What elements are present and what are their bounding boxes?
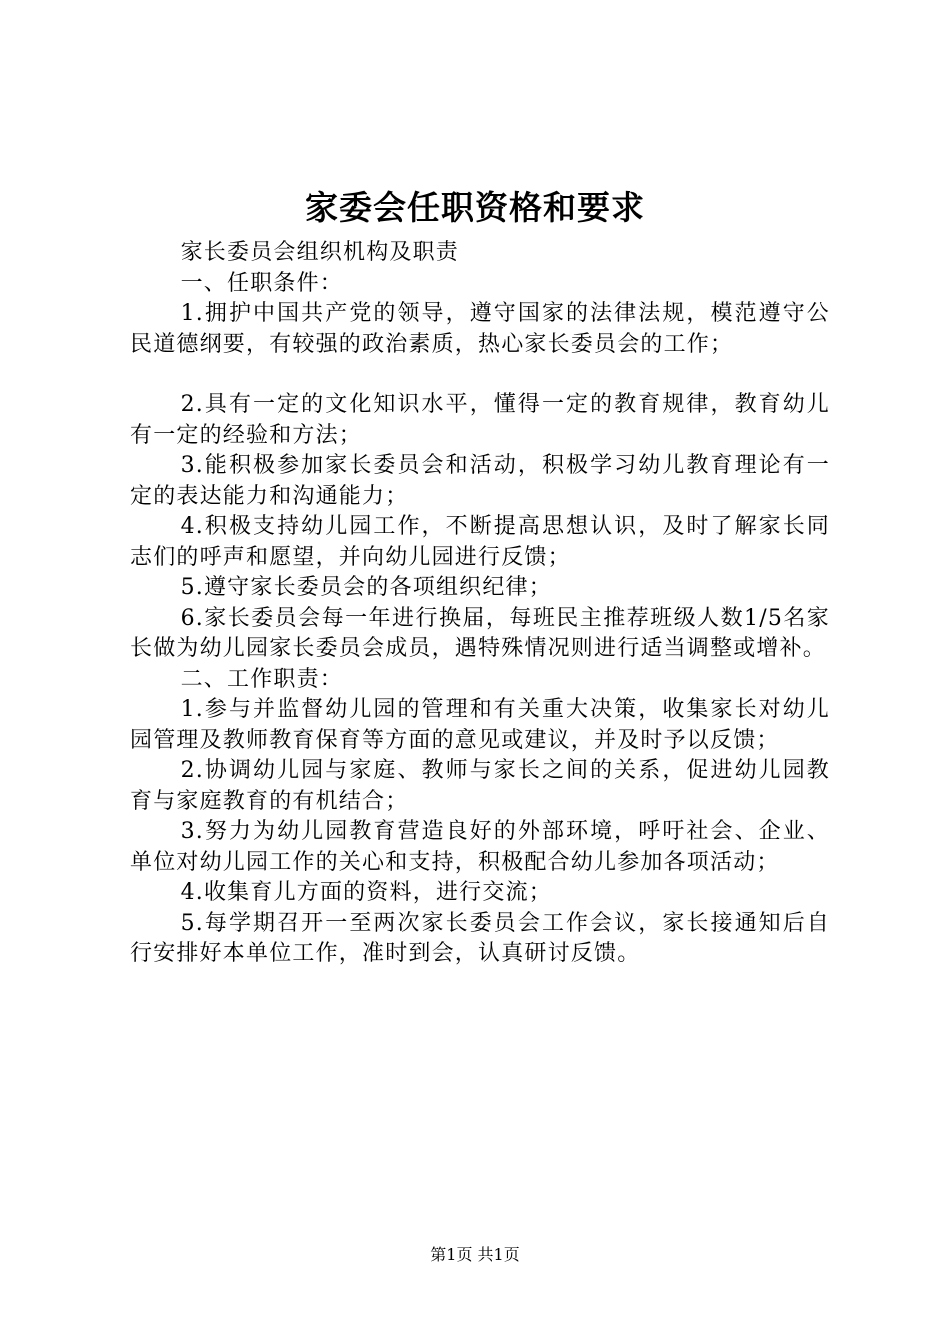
paragraph-duty-5: 5.每学期召开一至两次家长委员会工作会议，家长接通知后自行安排好本单位工作，准时到会，认真研讨反馈。 — [130, 910, 830, 966]
paragraph-duty-4: 4.收集育儿方面的资料，进行交流； — [180, 880, 552, 905]
page-number-footer: 第1页 共1页 — [430, 1245, 520, 1264]
paragraph-duty-2: 2.协调幼儿园与家庭、教师与家长之间的关系，促进幼儿园教育与家庭教育的有机结合； — [130, 758, 830, 814]
paragraph-qualification-1: 1.拥护中国共产党的领导，遵守国家的法律法规，模范遵守公民道德纲要，有较强的政治素质，热心家长委员会的工作； — [130, 301, 830, 357]
paragraph-qualification-6: 6.家长委员会每一年进行换届，每班民主推荐班级人数1/5名家长做为幼儿园家长委员会成员，遇特殊情况则进行适当调整或增补。 — [130, 605, 830, 661]
paragraph-qualification-5: 5.遵守家长委员会的各项组织纪律； — [180, 575, 552, 600]
document-title: 家委会任职资格和要求 — [305, 188, 645, 227]
paragraph-qualification-3: 3.能积极参加家长委员会和活动，积极学习幼儿教育理论有一定的表达能力和沟通能力； — [130, 453, 830, 509]
section-heading-duties: 二、工作职责： — [180, 666, 343, 692]
paragraph-org-heading: 家长委员会组织机构及职责 — [180, 240, 459, 265]
document-body — [130, 238, 830, 970]
section-heading-qualifications: 一、任职条件： — [180, 270, 343, 296]
paragraph-duty-3: 3.努力为幼儿园教育营造良好的外部环境，呼吁社会、企业、单位对幼儿园工作的关心和支持，积极配合幼儿参加各项活动； — [130, 819, 830, 875]
paragraph-duty-1: 1.参与并监督幼儿园的管理和有关重大决策，收集家长对幼儿园管理及教师教育保育等方面的意见或建议，并及时予以反馈； — [130, 697, 830, 753]
paragraph-qualification-4: 4.积极支持幼儿园工作，不断提高思想认识，及时了解家长同志们的呼声和愿望，并向幼儿园进行反馈； — [130, 514, 830, 570]
paragraph-qualification-2: 2.具有一定的文化知识水平，懂得一定的教育规律，教育幼儿有一定的经验和方法； — [130, 392, 830, 448]
